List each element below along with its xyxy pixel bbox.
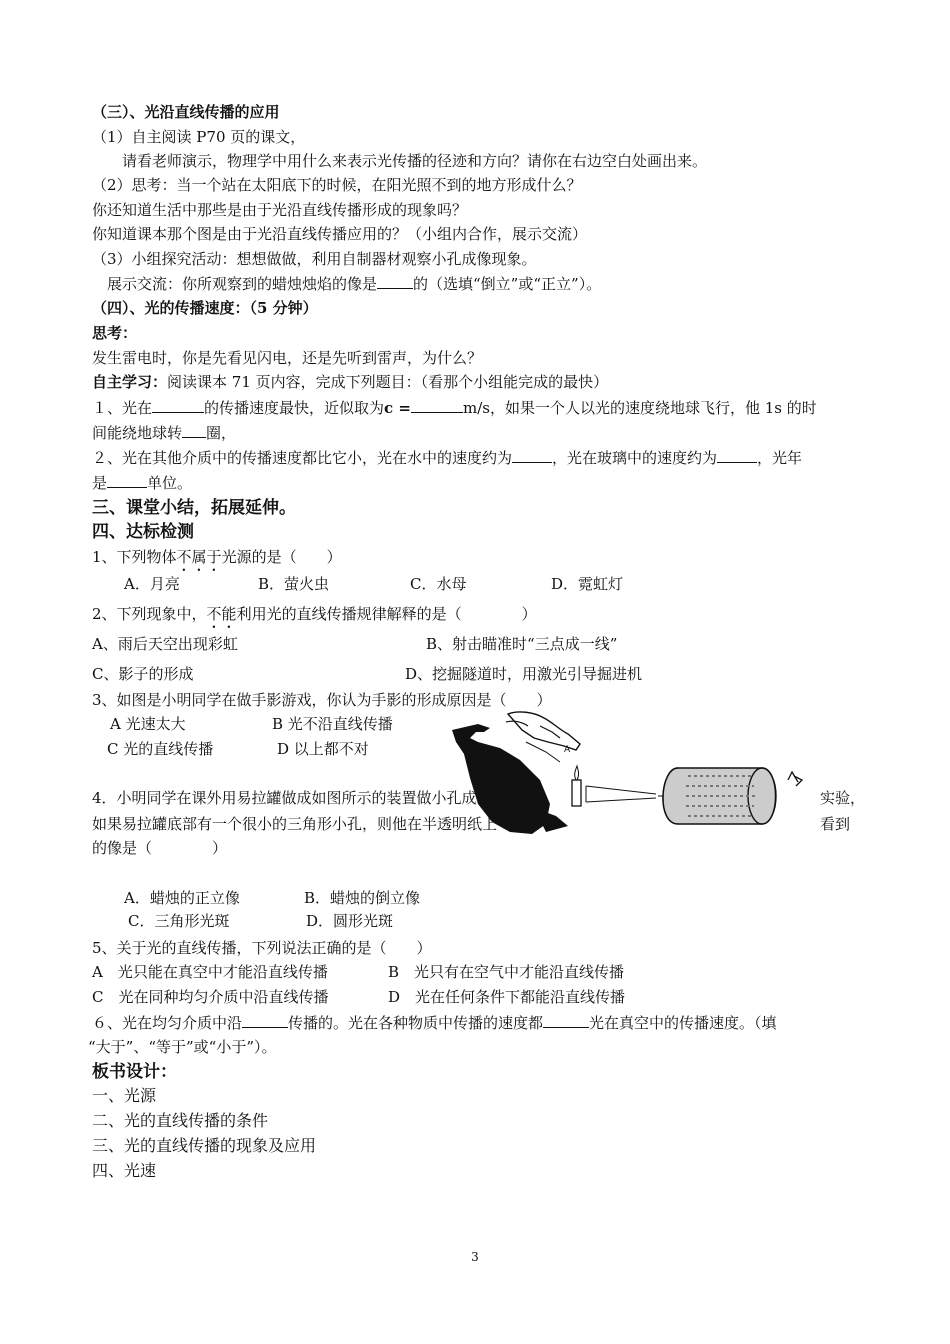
check-heading: 四、达标检测: [92, 522, 194, 542]
q3-option-a[interactable]: A 光速太大: [110, 715, 186, 733]
item-1-a: １、光在: [92, 399, 153, 417]
q4-option-c[interactable]: C．三角形光斑: [128, 912, 230, 930]
s3-line-7b: 的（选填“倒立”或“正立”）。: [413, 275, 602, 293]
blank-water-speed[interactable]: [512, 448, 552, 463]
q1-b: 光源的是（ ）: [221, 548, 342, 566]
q4-line-3: 的像是（ ）: [92, 839, 228, 857]
item-1-line-2: [92, 423, 236, 443]
item-1-d: m/s，如果一个人以光的速度绕地球飞行，他 1s 的时: [462, 399, 817, 417]
q5-option-d[interactable]: D 光在任何条件下都能沿直线传播: [388, 988, 626, 1006]
q4-option-b[interactable]: B．蜡烛的倒立像: [304, 889, 421, 907]
section-4-heading: （四）、光的传播速度：（5 分钟）: [92, 299, 318, 317]
q4-line-1-right: 实验，: [820, 789, 866, 807]
item-2-line-2: [92, 473, 192, 493]
q1-a: 1、下列物体: [92, 548, 177, 566]
q1-stem: [92, 547, 342, 575]
q6-c: 光在真空中的传播速度。（填: [589, 1014, 777, 1032]
s3-line-2: 请看老师演示，物理学中用什么来表示光传播的径迹和方向？请你在右边空白处画出来。: [122, 152, 708, 170]
q2-a: 2、下列现象中，: [92, 605, 207, 623]
board-item-1: 一、光源: [92, 1086, 157, 1105]
q1-option-a[interactable]: A．月亮: [124, 575, 180, 593]
q5-option-c[interactable]: C 光在同种均匀介质中沿直线传播: [92, 988, 329, 1006]
board-item-2: 二、光的直线传播的条件: [92, 1111, 269, 1130]
item-2-d: 是: [92, 474, 108, 492]
section-3-heading: （三）、光沿直线传播的应用: [92, 103, 280, 121]
q5-stem: 5、关于光的直线传播，下列说法正确的是（ ）: [92, 939, 432, 957]
s3-line-5: 你知道课本那个图是由于光沿直线传播应用的？（小组内合作，展示交流）: [92, 225, 588, 243]
item-1-f: 圈，: [206, 424, 237, 442]
q2-option-c[interactable]: C、影子的形成: [92, 665, 194, 683]
s3-line-1: （1）自主阅读 P70 页的课文，: [92, 128, 306, 146]
q2-option-a[interactable]: A、雨后天空出现彩虹: [92, 635, 238, 653]
q4-option-d[interactable]: D．圆形光斑: [306, 912, 394, 930]
board-item-3: 三、光的直线传播的现象及应用: [92, 1136, 317, 1155]
item-1-c: c =: [384, 399, 411, 417]
q2-option-b[interactable]: B、射击瞄准时“三点成一线”: [426, 635, 618, 653]
q3-option-b[interactable]: B 光不沿直线传播: [272, 715, 393, 733]
s3-line-7: [107, 274, 601, 294]
blank-light-speed[interactable]: [411, 398, 463, 413]
q6-b: 传播的。光在各种物质中传播的速度都: [288, 1014, 544, 1032]
self-study-text: 阅读课本 71 页内容，完成下列题目：（看那个小组能完成的最快）: [167, 373, 609, 391]
q1-option-b[interactable]: B．萤火虫: [258, 575, 330, 593]
s3-line-4: 你还知道生活中那些是由于光沿直线传播形成的现象吗？: [92, 201, 468, 219]
item-1-line-1: [92, 398, 817, 418]
q6-a: ６、光在均匀介质中沿: [92, 1014, 243, 1032]
q5-option-a[interactable]: A 光只能在真空中才能沿直线传播: [92, 963, 328, 981]
blank-glass-speed[interactable]: [717, 448, 757, 463]
page-number: 3: [471, 1250, 479, 1264]
q1-option-c[interactable]: C．水母: [410, 575, 467, 593]
thunder-question: 发生雷电时，你是先看见闪电，还是先听到雷声，为什么？: [92, 349, 483, 367]
q4-option-a[interactable]: A．蜡烛的正立像: [124, 889, 240, 907]
q6-line-2: “大于”、“等于”或“小于”）。: [88, 1038, 277, 1056]
item-2-line-1: [92, 448, 802, 468]
item-1-e: 间能绕地球转: [92, 424, 183, 442]
item-2-e: 单位。: [147, 474, 193, 492]
think-label: 思考：: [92, 324, 138, 342]
q4-line-2: 如果易拉罐底部有一个很小的三角形小孔，则他在半透明纸上: [92, 815, 498, 833]
q6-line-1: [92, 1013, 777, 1033]
self-study-line: [92, 372, 608, 392]
q1-emphasis: 不属于: [176, 548, 222, 566]
board-item-4: 四、光速: [92, 1161, 157, 1180]
item-1-b: 的传播速度最快，近似取为: [204, 399, 385, 417]
q3-stem: 3、如图是小明同学在做手影游戏，你认为手影的形成原因是（ ）: [92, 691, 552, 709]
candle-icon: [572, 780, 581, 806]
q2-option-d[interactable]: D、挖掘隧道时，用激光引导掘进机: [405, 665, 643, 683]
q4-line-2-right: 看到: [820, 815, 851, 833]
pinhole-camera-figure: [566, 752, 811, 842]
q1-option-d[interactable]: D．霓虹灯: [551, 575, 624, 593]
blank-propagation[interactable]: [242, 1013, 288, 1028]
q3-option-c[interactable]: C 光的直线传播: [107, 740, 214, 758]
blank-light-year[interactable]: [107, 473, 147, 488]
s3-line-7a: 展示交流：你所观察到的蜡烛烛焰的像是: [107, 275, 378, 293]
svg-text:A: A: [564, 745, 571, 755]
s3-line-6: （3）小组探究活动：想想做做，利用自制器材观察小孔成像现象。: [92, 250, 537, 268]
blank-image-orientation[interactable]: [377, 274, 413, 289]
q5-option-b[interactable]: B 光只有在空气中才能沿直线传播: [388, 963, 625, 981]
blank-laps[interactable]: [182, 423, 206, 438]
q4-line-1: 4．小明同学在课外用易拉罐做成如图所示的装置做小孔成像: [92, 789, 492, 807]
q2-stem: [92, 604, 537, 632]
item-2-c: ，光年: [757, 449, 803, 467]
item-2-b: ，光在玻璃中的速度约为: [552, 449, 718, 467]
board-title: 板书设计：: [92, 1062, 177, 1082]
q2-emphasis: 不能: [206, 605, 237, 623]
blank-medium[interactable]: [152, 398, 204, 413]
s3-line-3: （2）思考：当一个站在太阳底下的时候，在阳光照不到的地方形成什么？: [92, 176, 582, 194]
item-2-a: ２、光在其他介质中的传播速度都比它小，光在水中的速度约为: [92, 449, 513, 467]
q2-b: 利用光的直线传播规律解释的是（ ）: [236, 605, 537, 623]
self-study-label: 自主学习：: [92, 373, 168, 391]
q3-option-d[interactable]: D 以上都不对: [277, 740, 369, 758]
summary-heading: 三、课堂小结，拓展延伸。: [92, 498, 296, 518]
blank-compare[interactable]: [543, 1013, 589, 1028]
